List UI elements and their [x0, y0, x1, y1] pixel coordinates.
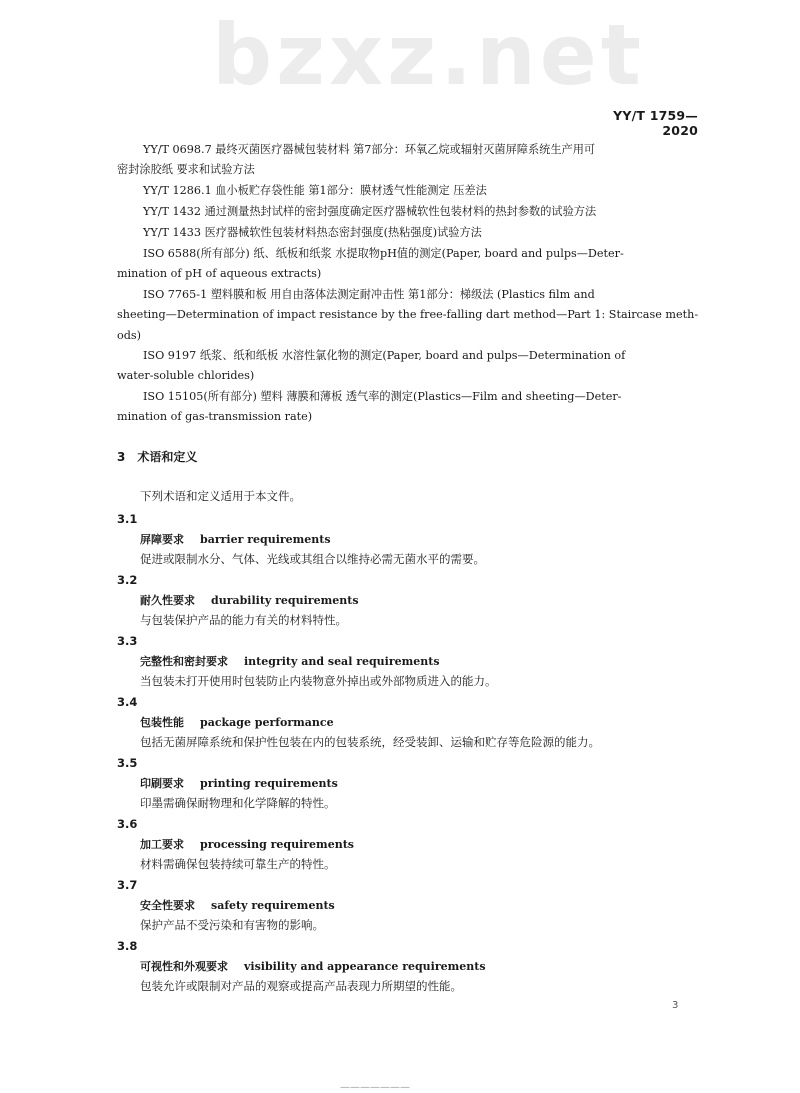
- reference-line: mination of pH of aqueous extracts): [117, 267, 322, 281]
- term-definition: 印墨需确保耐物理和化学降解的特性。: [140, 796, 336, 810]
- term-en: visibility and appearance requirements: [244, 960, 486, 973]
- reference-line: YY/T 1286.1 血小板贮存袋性能 第1部分：膜材透气性能测定 压差法: [143, 184, 487, 197]
- term-number: 3.1: [117, 512, 138, 526]
- reference-5: [117, 285, 697, 346]
- term-heading: [140, 836, 354, 852]
- reference-0: [117, 140, 697, 181]
- term-heading: [140, 531, 331, 547]
- reference-line: YY/T 1433 医疗器械软性包装材料热态密封强度(热粘强度)试验方法: [143, 226, 482, 239]
- term-number: 3.2: [117, 573, 138, 587]
- term-en: integrity and seal requirements: [244, 655, 440, 668]
- term-zh: 印刷要求: [140, 777, 184, 790]
- term-zh: 可视性和外观要求: [140, 960, 228, 973]
- reference-line: ISO 6588(所有部分) 纸、纸板和纸浆 水提取物pH值的测定(Paper, board and pulps—Deter-: [143, 247, 624, 260]
- term-number: 3.4: [117, 695, 138, 709]
- term-number: 3.5: [117, 756, 138, 770]
- standard-code: YY/T 1759—2020: [613, 108, 698, 138]
- term-en: printing requirements: [200, 777, 338, 790]
- reference-line: water-soluble chlorides): [117, 369, 255, 383]
- page-number: 3: [672, 1000, 679, 1011]
- term-definition: 包括无菌屏障系统和保护性包装在内的包装系统，经受装卸、运输和贮存等危险源的能力。: [140, 735, 600, 749]
- term-definition: 与包装保护产品的能力有关的材料特性。: [140, 613, 347, 627]
- term-definition: 包装允许或限制对产品的观察或提高产品表现力所期望的性能。: [140, 979, 462, 993]
- section-number: 3: [117, 450, 126, 464]
- term-heading: [140, 653, 440, 669]
- term-definition: 保护产品不受污染和有害物的影响。: [140, 918, 324, 932]
- term-heading: [140, 714, 334, 730]
- reference-line: ods): [117, 328, 142, 342]
- reference-line: 密封涂胶纸 要求和试验方法: [117, 163, 255, 177]
- section-heading: [117, 448, 197, 465]
- reference-4: [117, 244, 697, 285]
- term-zh: 耐久性要求: [140, 594, 195, 607]
- term-number: 3.6: [117, 817, 138, 831]
- term-number: 3.3: [117, 634, 138, 648]
- term-en: durability requirements: [211, 594, 359, 607]
- reference-line: sheeting—Determination of impact resistance by the free-falling dart method—Part 1: Staircase meth-: [117, 308, 699, 322]
- term-zh: 包装性能: [140, 716, 184, 729]
- term-zh: 完整性和密封要求: [140, 655, 228, 668]
- section-title: 术语和定义: [137, 450, 198, 464]
- reference-line: ISO 7765-1 塑料膜和板 用自由落体法测定耐冲击性 第1部分：梯级法 (Plastics film and: [143, 288, 595, 301]
- term-definition: 当包装未打开使用时包装防止内装物意外掉出或外部物质进入的能力。: [140, 674, 497, 688]
- term-en: package performance: [200, 716, 334, 729]
- reference-3: [117, 223, 697, 243]
- footer-mark: ———————: [340, 1082, 410, 1093]
- reference-7: [117, 387, 697, 428]
- term-zh: 安全性要求: [140, 899, 195, 912]
- term-number: 3.7: [117, 878, 138, 892]
- reference-line: ISO 9197 纸浆、纸和纸板 水溶性氯化物的测定(Paper, board and pulps—Determination of: [143, 349, 626, 362]
- term-zh: 加工要求: [140, 838, 184, 851]
- watermark: bzxz.net: [212, 6, 645, 104]
- reference-1: [117, 181, 697, 201]
- term-heading: [140, 592, 359, 608]
- term-en: processing requirements: [200, 838, 354, 851]
- term-heading: [140, 958, 486, 974]
- section-intro: 下列术语和定义适用于本文件。: [140, 489, 301, 503]
- term-definition: 促进或限制水分、气体、光线或其组合以维持必需无菌水平的需要。: [140, 552, 485, 566]
- reference-line: ISO 15105(所有部分) 塑料 薄膜和薄板 透气率的测定(Plastics—Film and sheeting—Deter-: [143, 390, 622, 403]
- term-zh: 屏障要求: [140, 533, 184, 546]
- term-heading: [140, 775, 338, 791]
- reference-line: mination of gas-transmission rate): [117, 410, 313, 424]
- term-definition: 材料需确保包装持续可靠生产的特性。: [140, 857, 336, 871]
- reference-line: YY/T 1432 通过测量热封试样的密封强度确定医疗器械软性包装材料的热封参数的试验方法: [143, 205, 597, 218]
- reference-6: [117, 346, 697, 387]
- term-en: safety requirements: [211, 899, 335, 912]
- term-number: 3.8: [117, 939, 138, 953]
- reference-line: YY/T 0698.7 最终灭菌医疗器械包装材料 第7部分：环氧乙烷或辐射灭菌屏障系统生产用可: [143, 143, 596, 156]
- term-en: barrier requirements: [200, 533, 331, 546]
- term-heading: [140, 897, 335, 913]
- reference-2: [117, 202, 697, 222]
